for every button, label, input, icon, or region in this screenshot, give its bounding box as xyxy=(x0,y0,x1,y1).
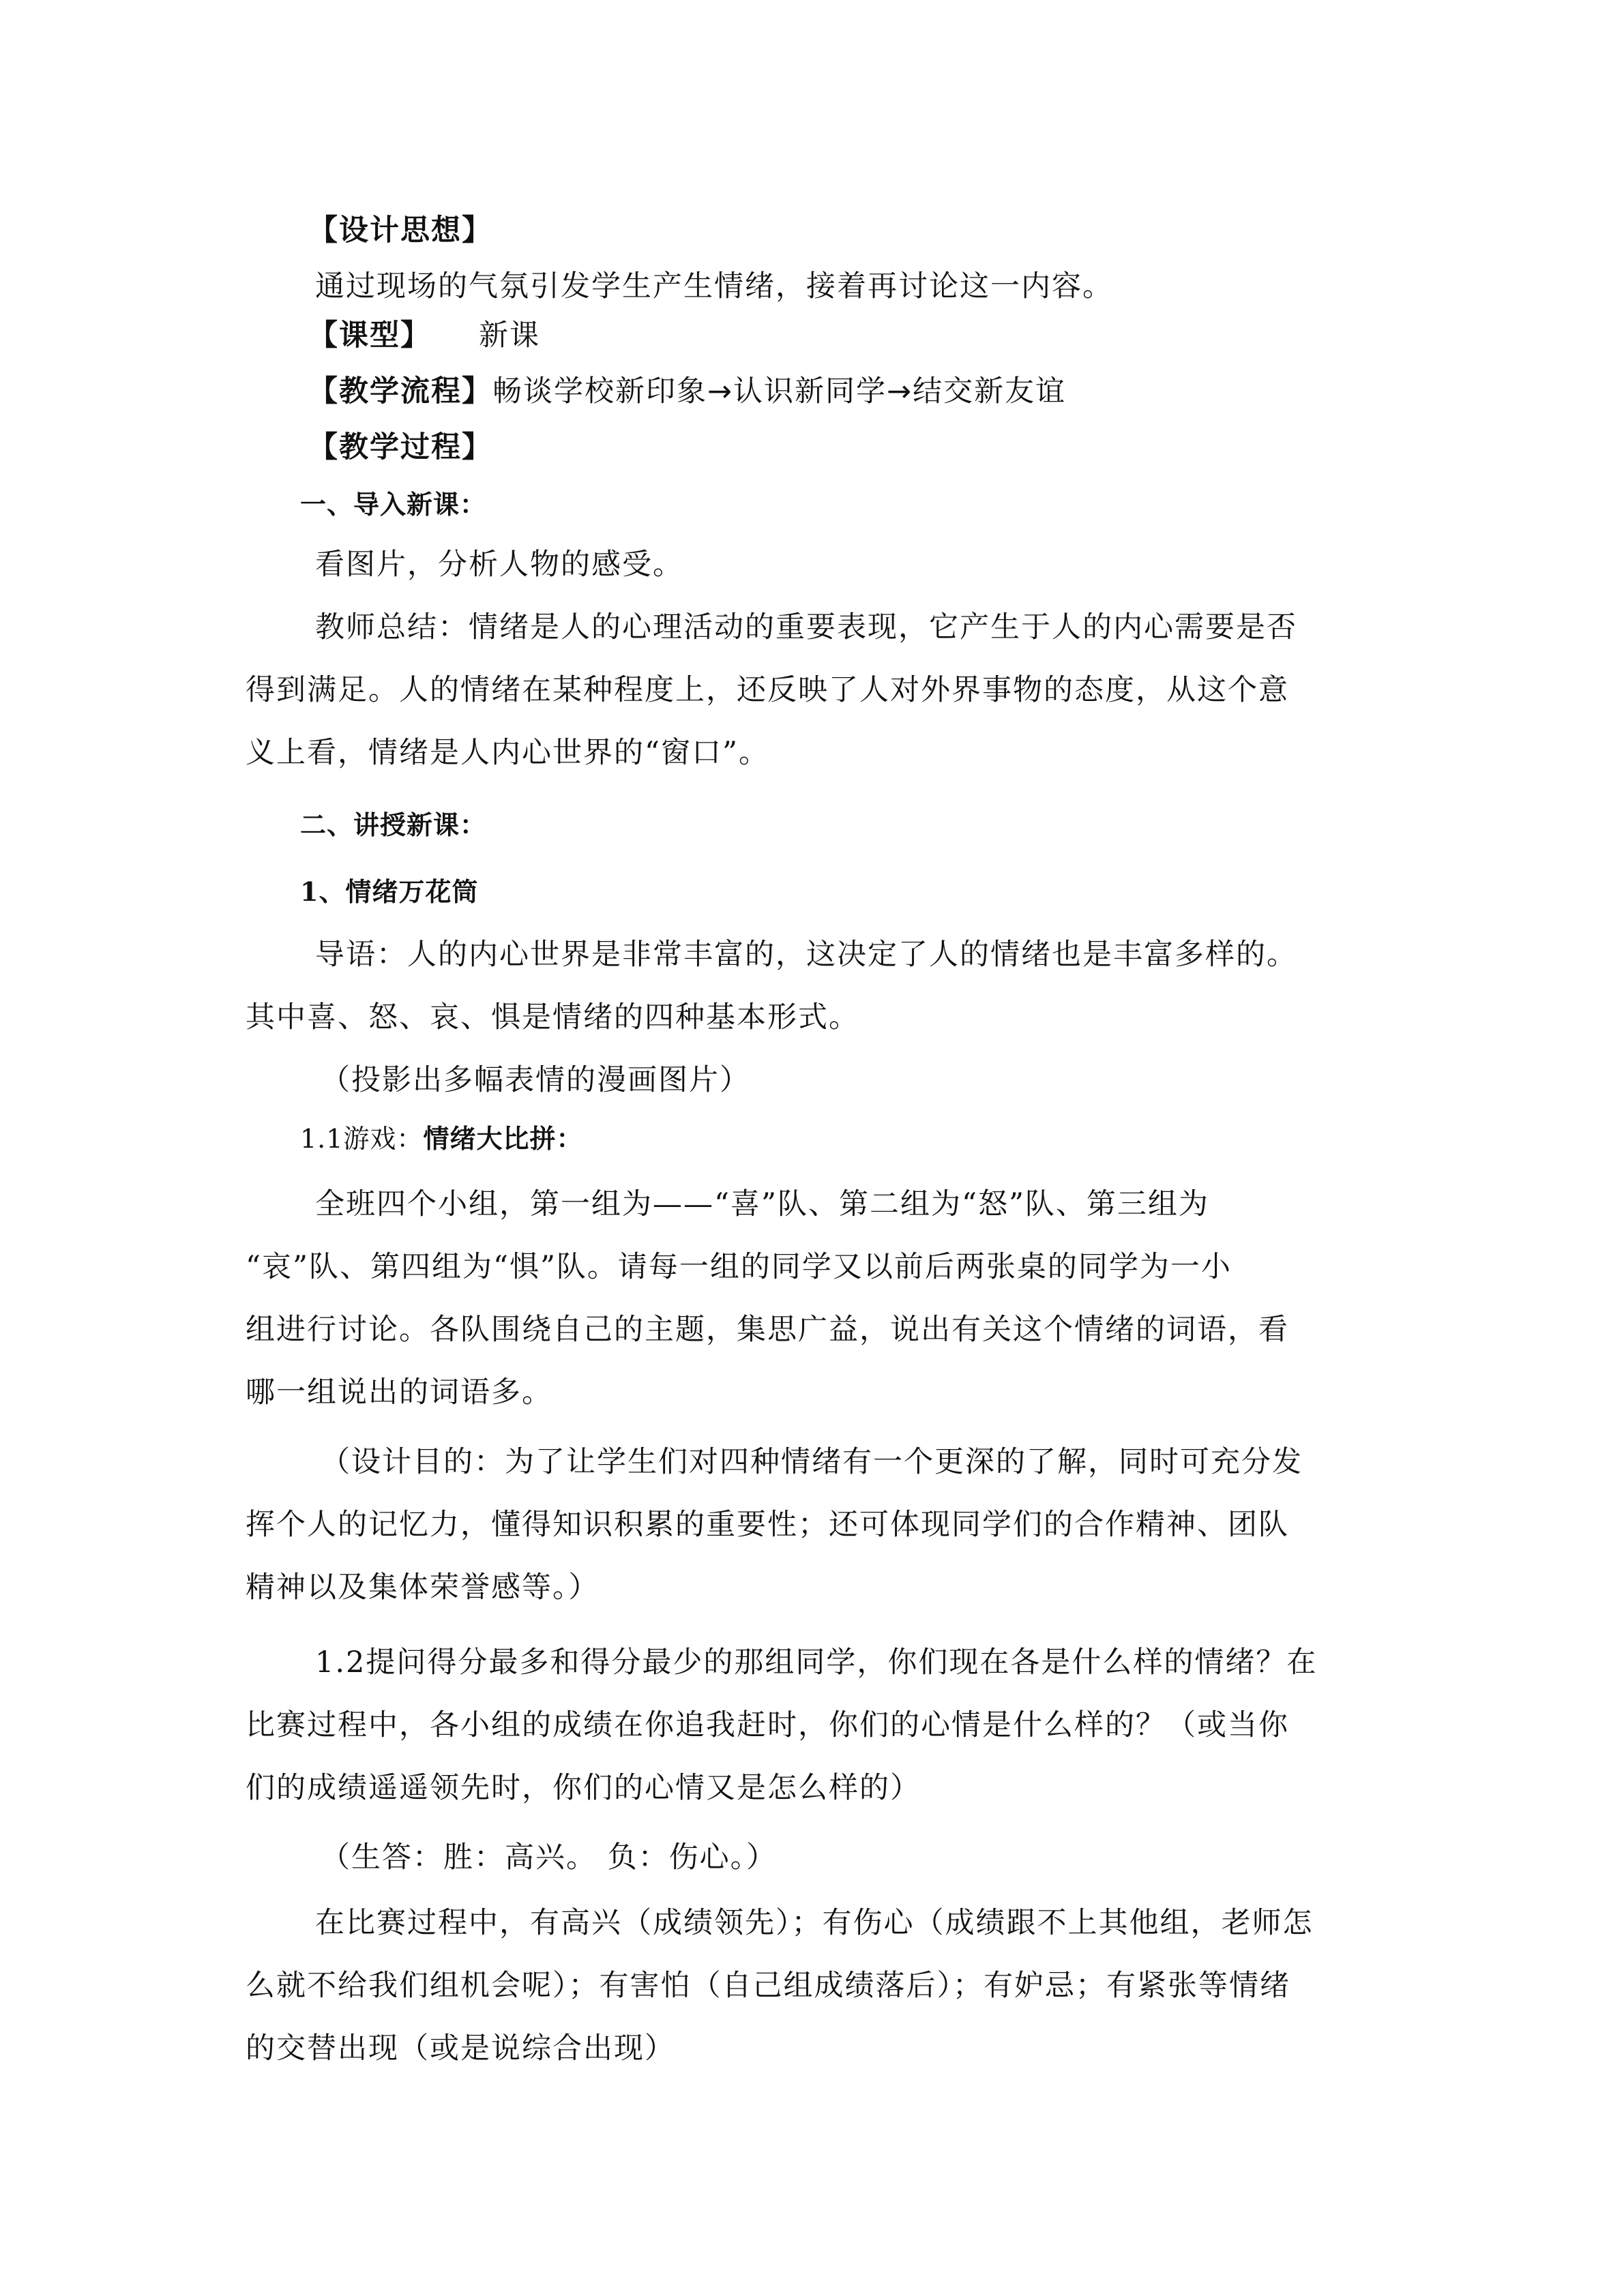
student-answer: （生答：胜：高兴。 负：伤心。） xyxy=(321,1840,778,1875)
game-title: 情绪大比拼： xyxy=(423,1123,583,1154)
design-purpose-line: 精神以及集体荣誉感等。） xyxy=(246,1570,600,1605)
part2-sub1-heading: 1、情绪万花筒 xyxy=(300,876,479,907)
lesson-type-value: 新课 xyxy=(479,318,540,353)
part1-heading: 一、导入新课： xyxy=(300,489,487,520)
game-prefix: 1.1游戏： xyxy=(300,1124,424,1154)
flow-arrow-icon: → xyxy=(707,374,734,408)
question-line: 比赛过程中，各小组的成绩在你追我赶时，你们的心情是什么样的？（或当你 xyxy=(246,1708,1289,1742)
teaching-flow-heading: 【教学流程】 xyxy=(308,374,492,408)
design-idea-heading: 【设计思想】 xyxy=(308,213,492,248)
flow-step-1: 畅谈学校新印象 xyxy=(492,374,707,408)
lesson-type-row xyxy=(308,315,540,356)
part2-intro-line: 其中喜、怒、哀、惧是情绪的四种基本形式。 xyxy=(246,1000,859,1034)
conclusion-line: 么就不给我们组机会呢）；有害怕（自己组成绩落后）；有妒忌；有紧张等情绪 xyxy=(246,1969,1290,2003)
game-text-line: 全班四个小组，第一组为——“喜”队、第二组为“怒”队、第三组为 xyxy=(315,1187,1209,1221)
design-idea-text: 通过现场的气氛引发学生产生情绪，接着再讨论这一内容。 xyxy=(315,269,1113,303)
game-text-line: 哪一组说出的词语多。 xyxy=(246,1375,552,1410)
part2-intro-line: 导语：人的内心世界是非常丰富的，这决定了人的情绪也是丰富多样的。 xyxy=(315,938,1297,972)
game-heading-row xyxy=(300,1118,582,1159)
conclusion-line: 的交替出现（或是说综合出现） xyxy=(246,2031,675,2066)
question-line: 们的成绩遥遥领先时，你们的心情又是怎么样的） xyxy=(246,1771,921,1805)
part1-summary-line: 得到满足。人的情绪在某种程度上，还反映了人对外界事物的态度，从这个意 xyxy=(246,673,1289,707)
part1-summary-line: 教师总结：情绪是人的心理活动的重要表现，它产生于人的内心需要是否 xyxy=(315,610,1297,644)
conclusion-line: 在比赛过程中，有高兴（成绩领先）；有伤心（成绩跟不上其他组，老师怎 xyxy=(315,1906,1314,1940)
part2-heading: 二、讲授新课： xyxy=(300,809,487,840)
lesson-type-heading: 【课型】 xyxy=(308,318,431,353)
projection-note: （投影出多幅表情的漫画图片） xyxy=(321,1063,750,1097)
part1-summary-line: 义上看，情绪是人内心世界的“窗口”。 xyxy=(246,736,769,770)
game-text-line: 组进行讨论。各队围绕自己的主题，集思广益，说出有关这个情绪的词语，看 xyxy=(246,1313,1289,1347)
flow-step-2: 认识新同学 xyxy=(733,374,887,408)
design-purpose-line: 挥个人的记忆力，懂得知识积累的重要性；还可体现同学们的合作精神、团队 xyxy=(246,1508,1289,1542)
question-line: 1.2提问得分最多和得分最少的那组同学，你们现在各是什么样的情绪？在 xyxy=(315,1645,1318,1680)
design-purpose-line: （设计目的：为了让学生们对四种情绪有一个更深的了解，同时可充分发 xyxy=(321,1445,1303,1479)
teaching-flow-row xyxy=(308,371,1066,412)
flow-step-3: 结交新友谊 xyxy=(913,374,1067,408)
game-text-line: “哀”队、第四组为“惧”队。请每一组的同学又以前后两张桌的同学为一小 xyxy=(246,1250,1232,1284)
part1-line1: 看图片，分析人物的感受。 xyxy=(315,548,683,582)
teaching-process-heading: 【教学过程】 xyxy=(308,430,492,464)
flow-arrow-icon: → xyxy=(887,374,913,408)
